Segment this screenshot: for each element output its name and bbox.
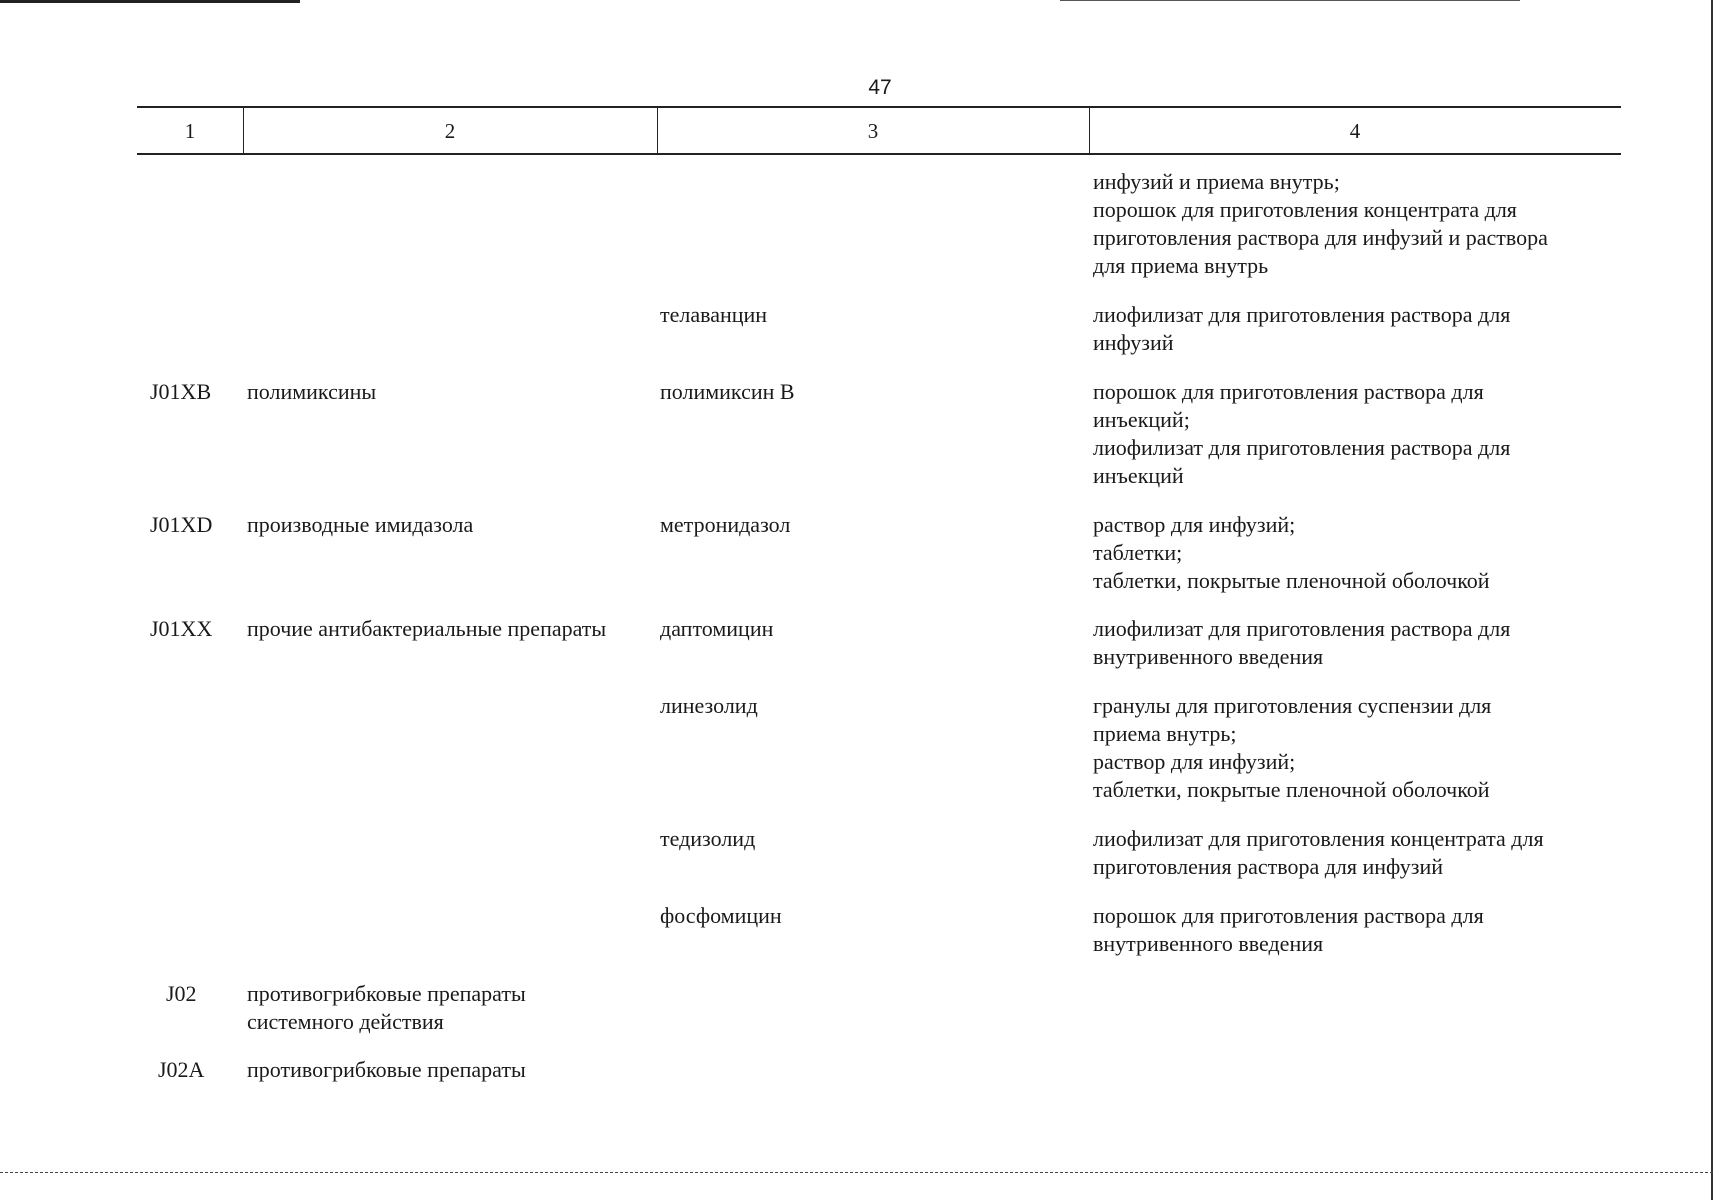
- dosage-forms-cell: инфузий и приема внутрь; порошок для приготовления концентрата для приготовления раствора для инфузий и раствора для приема внутрь: [1093, 169, 1548, 278]
- scan-edge-top-left: [0, 0, 300, 3]
- table-header-rule-bottom: [137, 153, 1621, 155]
- drug-name-cell: фосфомицин: [660, 903, 782, 928]
- drug-group-cell: противогрибковые препараты: [247, 1057, 526, 1082]
- dosage-forms-cell: раствор для инфузий; таблетки; таблетки, покрытые пленочной оболочкой: [1093, 512, 1490, 593]
- dosage-forms-cell: лиофилизат для приготовления раствора для внутривенного введения: [1093, 616, 1511, 669]
- column-header-2: 2: [444, 119, 456, 143]
- atc-code-cell: J02: [166, 981, 197, 1006]
- atc-code-cell: J02A: [158, 1057, 205, 1082]
- table-header-rule-top: [137, 106, 1621, 108]
- drug-name-cell: полимиксин В: [660, 379, 795, 404]
- drug-group-cell: производные имидазола: [247, 512, 474, 537]
- drug-group-cell: прочие антибактериальные препараты: [247, 616, 607, 641]
- dosage-forms-cell: порошок для приготовления раствора для внутривенного введения: [1093, 903, 1484, 956]
- drug-name-cell: метронидазол: [660, 512, 791, 537]
- drug-name-cell: даптомицин: [660, 616, 774, 641]
- atc-code-cell: J01XD: [150, 512, 213, 537]
- dosage-forms-cell: лиофилизат для приготовления концентрата для приготовления раствора для инфузий: [1093, 826, 1544, 879]
- atc-code-cell: J01XX: [150, 616, 213, 641]
- column-header-1: 1: [184, 119, 196, 143]
- drug-name-cell: линезолид: [660, 693, 758, 718]
- drug-name-cell: телаванцин: [660, 302, 768, 327]
- drug-name-cell: тедизолид: [660, 826, 756, 851]
- scan-edge-top-right: [1060, 0, 1520, 1]
- scan-edge-bottom: [0, 1172, 1713, 1173]
- dosage-forms-cell: гранулы для приготовления суспензии для приема внутрь; раствор для инфузий; таблетки, покрытые пленочной оболочкой: [1093, 693, 1492, 802]
- page-number: 47: [868, 76, 892, 99]
- column-header-4: 4: [1349, 119, 1361, 143]
- drug-group-cell: противогрибковые препараты системного действия: [247, 981, 526, 1034]
- dosage-forms-cell: порошок для приготовления раствора для инъекций; лиофилизат для приготовления раствора для инъекций: [1093, 379, 1511, 488]
- column-header-3: 3: [867, 119, 879, 143]
- drug-group-cell: полимиксины: [247, 379, 377, 404]
- atc-code-cell: J01XB: [150, 379, 212, 404]
- dosage-forms-cell: лиофилизат для приготовления раствора для инфузий: [1093, 302, 1511, 355]
